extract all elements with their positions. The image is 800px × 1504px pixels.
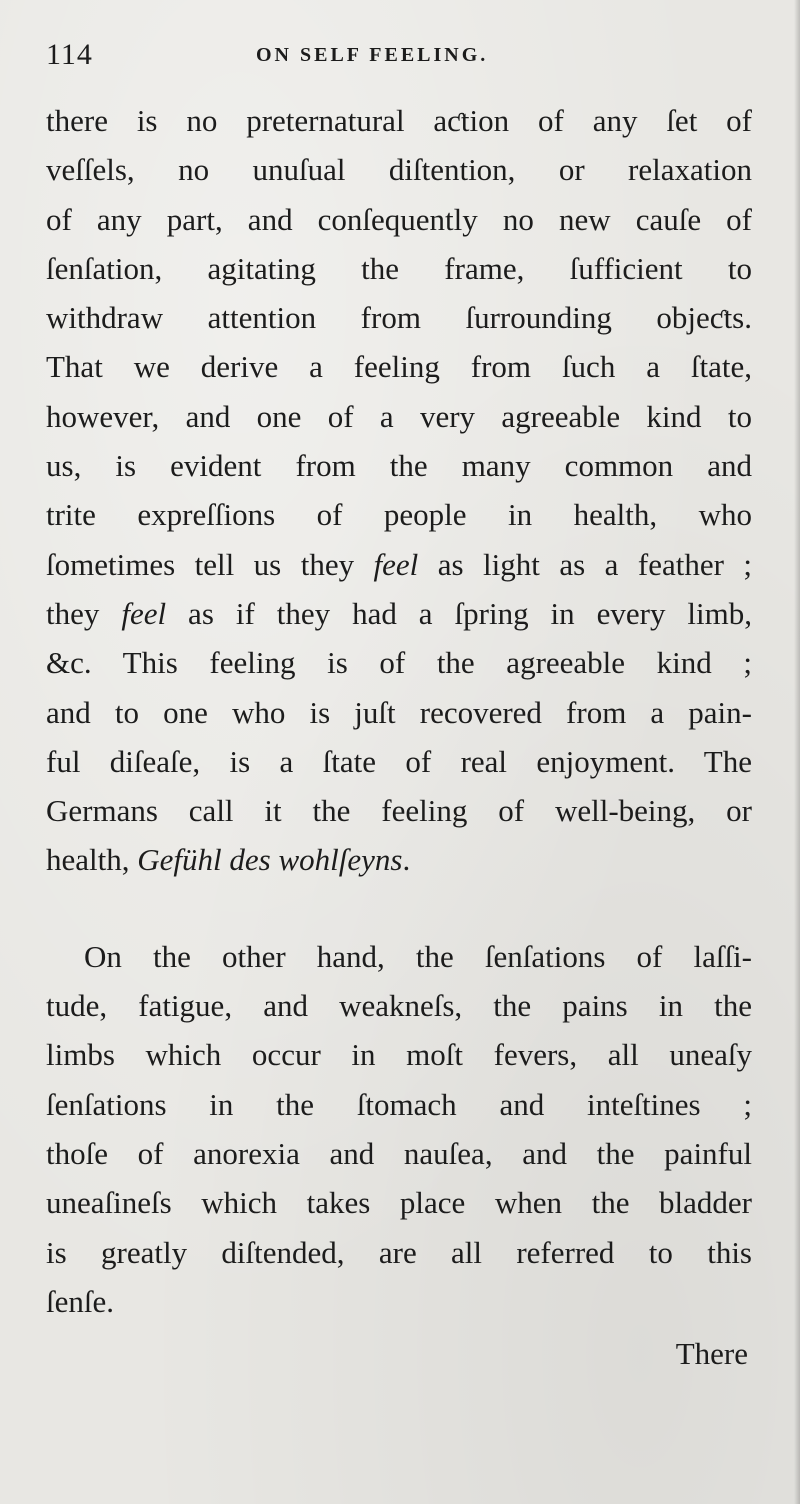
text-segment: . — [402, 842, 411, 878]
text-segment: as if they had a ſpring in every limb, — [166, 595, 752, 631]
italic-word: feel — [121, 595, 167, 631]
text-line: trite expreſſions of people in health, who — [46, 497, 752, 533]
body-text — [46, 96, 752, 1326]
text-line: there is no preternatural aƈtion of any ſet of — [46, 103, 752, 138]
text-line: uneaſineſs which takes place when the bladder — [46, 1185, 752, 1221]
text-segment: as light as a feather ; — [418, 546, 752, 582]
text-line: withdraw attention from ſurrounding objeƈts. — [46, 300, 752, 336]
text-line: veſſels, no unuſual diſtention, or relaxation — [46, 152, 752, 188]
text-line: thoſe of anorexia and nauſea, and the painful — [46, 1135, 752, 1171]
text-line: tude, fatigue, and weakneſs, the pains in the — [46, 988, 752, 1024]
page-number: 114 — [46, 38, 93, 71]
paragraph-gap — [46, 885, 752, 932]
text-line: Germans call it the feeling of well-being, or — [46, 793, 752, 829]
text-line: us, is evident from the many common and — [46, 448, 752, 484]
text-line: ſenſations in the ſtomach and inteſtines ; — [46, 1086, 752, 1122]
italic-word: feel — [373, 546, 419, 582]
text-line-with-italic — [46, 589, 752, 638]
text-line-with-italic — [46, 540, 752, 589]
text-line: ſenſation, agitating the frame, ſufficient to — [46, 250, 752, 286]
text-line: ful diſeaſe, is a ſtate of real enjoyment. The — [46, 743, 752, 779]
text-segment: ſometimes tell us they — [46, 546, 374, 582]
text-segment: they — [46, 595, 122, 631]
text-line: of any part, and conſequently no new cauſe of — [46, 201, 752, 237]
text-line: and to one who is juſt recovered from a pain- — [46, 694, 752, 730]
text-segment: health, — [46, 842, 138, 878]
text-line: On the other hand, the ſenſations of laſſi- — [84, 938, 752, 974]
text-line: is greatly diſtended, are all referred to this — [46, 1234, 752, 1270]
catchword: There — [675, 1336, 748, 1371]
running-title: ON SELF FEELING. — [256, 44, 489, 66]
page-edge-shadow — [794, 0, 800, 1504]
text-line: limbs which occur in moſt fevers, all uneaſy — [46, 1037, 752, 1073]
text-line: That we derive a feeling from ſuch a ſtate, — [46, 349, 752, 385]
text-line: &c. This feeling is of the agreeable kind ; — [46, 645, 752, 681]
text-line-with-italic — [46, 835, 752, 884]
running-head — [46, 38, 746, 78]
text-line: however, and one of a very agreeable kind to — [46, 398, 752, 434]
italic-phrase: Gefühl des wohlſeyns — [137, 842, 403, 878]
text-line: ſenſe. — [46, 1283, 114, 1319]
